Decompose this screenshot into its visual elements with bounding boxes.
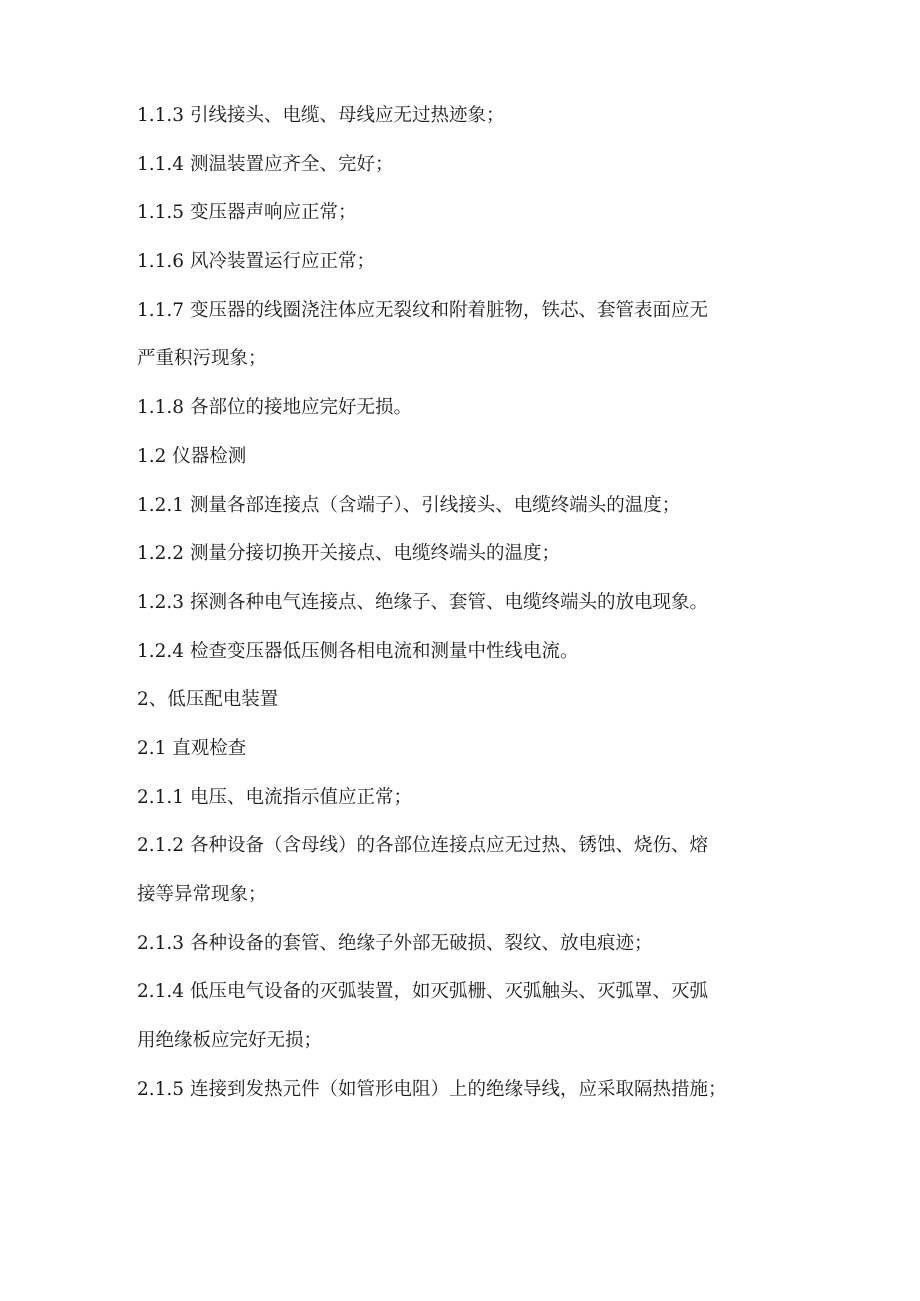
text-line-1-2-4: 1.2.4 检查变压器低压侧各相电流和测量中性线电流。	[137, 640, 579, 662]
text-line-1-1-5: 1.1.5 变压器声响应正常；	[137, 202, 357, 224]
text-line-1-1-7-continued: 严重积污现象；	[137, 348, 267, 370]
document-body	[137, 101, 777, 1123]
text-line-1-1-8: 1.1.8 各部位的接地应完好无损。	[137, 397, 412, 419]
text-line-2-1-4: 2.1.4 低压电气设备的灭弧装置，如灭弧栅、灭弧触头、灭弧罩、灭弧	[137, 981, 708, 1003]
text-line-2-1-3: 2.1.3 各种设备的套管、绝缘子外部无破损、裂纹、放电痕迹；	[137, 932, 653, 954]
text-line-1-2-1: 1.2.1 测量各部连接点（含端子）、引线接头、电缆终端头的温度；	[137, 494, 681, 516]
text-line-1-2-2: 1.2.2 测量分接切换开关接点、电缆终端头的温度；	[137, 543, 560, 565]
text-line-2-1-2: 2.1.2 各种设备（含母线）的各部位连接点应无过热、锈蚀、烧伤、熔	[137, 835, 708, 857]
text-line-1-2-3: 1.2.3 探测各种电气连接点、绝缘子、套管、电缆终端头的放电现象。	[137, 591, 708, 613]
section-heading-2-1: 2.1 直观检查	[137, 737, 247, 759]
text-line-2-1-1: 2.1.1 电压、电流指示值应正常；	[137, 786, 412, 808]
text-line-1-1-6: 1.1.6 风冷装置运行应正常；	[137, 251, 375, 273]
section-heading-2: 2、低压配电装置	[137, 689, 279, 711]
text-line-2-1-2-continued: 接等异常现象；	[137, 884, 267, 905]
text-line-1-1-7: 1.1.7 变压器的线圈浇注体应无裂纹和附着脏物，铁芯、套管表面应无	[137, 299, 708, 321]
text-line-1-1-3: 1.1.3 引线接头、电缆、母线应无过热迹象；	[137, 105, 505, 126]
text-line-2-1-5: 2.1.5 连接到发热元件（如管形电阻）上的绝缘导线，应采取隔热措施；	[137, 1078, 727, 1100]
section-heading-1-2: 1.2 仪器检测	[137, 445, 247, 467]
text-line-2-1-4-continued: 用绝缘板应完好无损；	[137, 1030, 323, 1052]
text-line-1-1-4: 1.1.4 测温装置应齐全、完好；	[137, 153, 394, 175]
